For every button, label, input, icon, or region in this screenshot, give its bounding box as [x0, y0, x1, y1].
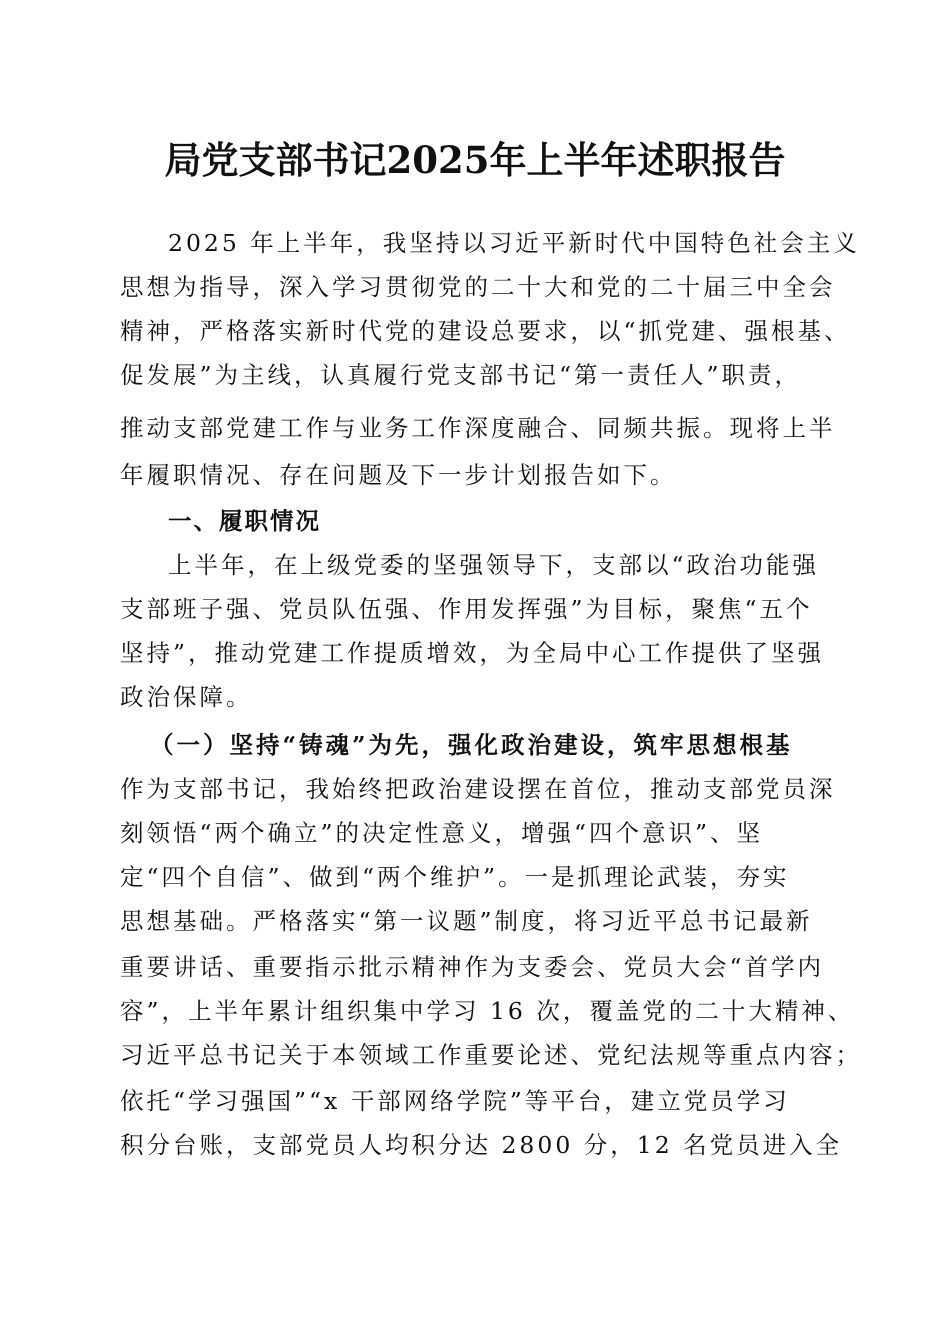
paragraph-line: 作为支部书记，我始终把政治建设摆在首位，推动支部党员深	[120, 775, 836, 803]
paragraph-line: 坚持”，推动党建工作提质增效，为全局中心工作提供了坚强	[120, 639, 825, 667]
paragraph-line: 思想为指导，深入学习贯彻党的二十大和党的二十届三中全会	[120, 273, 836, 301]
paragraph-line: 推动支部党建工作与业务工作深度融合、同频共振。现将上半	[120, 414, 836, 442]
paragraph-line: 年履职情况、存在问题及下一步计划报告如下。	[120, 461, 677, 489]
paragraph-line: 容”，上半年累计组织集中学习 16 次，覆盖党的二十大精神、	[120, 997, 855, 1025]
paragraph-line: 精神，严格落实新时代党的建设总要求，以“抓党建、强根基、	[120, 317, 851, 345]
paragraph-line: 积分台账，支部党员人均积分达 2800 分，12 名党员进入全	[120, 1131, 843, 1159]
paragraph-line: 思想基础。严格落实“第一议题”制度，将习近平总书记最新	[120, 907, 813, 935]
subsection-heading: （一）坚持“铸魂”为先，强化政治建设，筑牢思想根基	[150, 731, 793, 759]
paragraph-line: 定“四个自信”、做到“两个维护”。一是抓理论武装，夯实	[120, 863, 790, 891]
document-title: 局党支部书记2025年上半年述职报告	[164, 138, 786, 182]
paragraph-line: 依托“学习强国”“x 干部网络学院”等平台，建立党员学习	[120, 1087, 790, 1115]
paragraph-line: 上半年，在上级党委的坚强领导下，支部以“政治功能强	[168, 551, 820, 579]
paragraph-line: 刻领悟“两个确立”的决定性意义，增强“四个意识”、坚	[120, 819, 764, 847]
paragraph-line: 习近平总书记关于本领域工作重要论述、党纪法规等重点内容；	[120, 1041, 862, 1069]
paragraph-line: 促发展”为主线，认真履行党支部书记“第一责任人”职责，	[120, 361, 802, 389]
paragraph-line: 2025 年上半年，我坚持以习近平新时代中国特色社会主义	[168, 229, 860, 257]
paragraph-line: 支部班子强、党员队伍强、作用发挥强”为目标，聚焦“五个	[120, 595, 813, 623]
paragraph-line: 政治保障。	[120, 683, 253, 711]
paragraph-line: 重要讲话、重要指示批示精神作为支委会、党员大会“首学内	[120, 953, 825, 981]
section-heading: 一、履职情况	[168, 507, 321, 535]
